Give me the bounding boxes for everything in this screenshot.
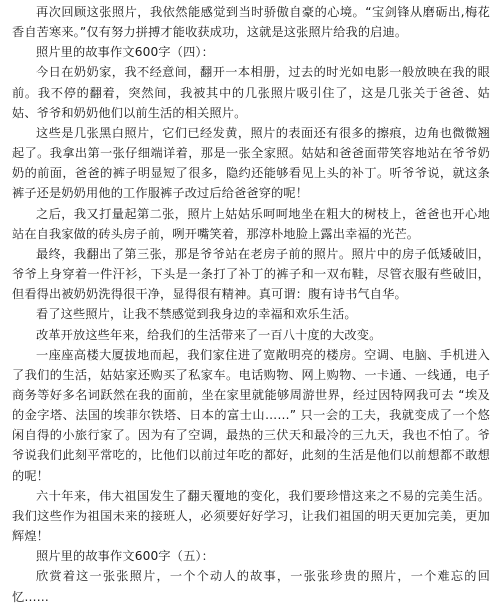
section-heading: 照片里的故事作文600字（四）： [36,45,214,60]
paragraph: 六十年来，伟大祖国发生了翻天覆地的变化，我们要珍惜这来之不易的完美生活。我们这些作为祖国未来的接班人，必须要好好学习，让我们祖国的明天更加完美，更加辉煌！ [12,488,490,544]
paragraph: 这些是几张黑白照片，它们已经发黄，照片的表面还有很多的擦痕，边角也微微翘起了。我拿出第一张仔细端详着，那是一张全家照。姑姑和爸爸面带笑容地站在爷爷奶奶的前面，爸爸的裤子明显短了很多，隐约还能够看见上头的补丁。听爷爷说，就这条裤子还是奶奶用他的工作服裤子改过后给爸爸穿的呢！ [12,125,490,201]
paragraph: 今日在奶奶家，我不经意间，翻开一本相册，过去的时光如电影一般放映在我的眼前。我不停的翻着，突然间，我被其中的几张照片吸引住了，这是几张关于爸爸、姑姑、爷爷和奶奶他们以前生活的相关照片。 [12,65,490,120]
paragraph: 欣赏着这一张张照片，一个个动人的故事，一张张珍贵的照片，一个难忘的回忆…… [12,569,490,604]
paragraph: 之后，我又打量起第二张，照片上姑姑乐呵呵地坐在粗大的树枝上，爸爸也开心地站在自我家做的砖头房子前，咧开嘴笑着，那淳朴地脸上露出幸福的光芒。 [12,206,490,241]
section-heading: 照片里的故事作文600字（五）： [36,549,214,564]
paragraph: 改革开放这些年来，给我们的生活带来了一百八十度的大改变。 [36,327,382,342]
paragraph: 看了这些照片，让我不禁感觉到我身边的幸福和欢乐生活。 [36,307,357,322]
paragraph: 最终，我翻出了第三张，那是爷爷站在老房子前的照片。照片中的房子低矮破旧，爷爷上身穿着一件汗衫，下头是一条打了补丁的裤子和一双布鞋，尽管衣服有些破旧，但看得出被奶奶洗得很干净，显得很有精神。真可谓：腹有诗书气自华。 [12,246,490,302]
paragraph: 一座座高楼大厦拔地而起，我们家住进了宽敞明亮的楼房。空调、电脑、手机进入了我们的生活，姑姑家还购买了私家车。电话购物、网上购物、一卡通、一线通，电子商务等好多名词跃然在我的面前，坐在家里就能够周游世界，经过因特网我可去 “埃及的金字塔、法国的埃菲尔铁塔、日本的富士山……” 只一会的工夫，我就变成了一个悠闲自得的小旅行家了。因为有了空调，最热的三伏天和最冷的三九天，我也不怕了。爷爷说我们此刻平常吃的，比他们以前过年吃的都好，此刻的生活是他们以前想都不敢想的呢！ [12,347,490,483]
paragraph: 再次回顾这张照片，我依然能感觉到当时骄傲自豪的心境。“宝剑锋从磨砺出,梅花香自苦寒来。”仅有努力拼搏才能收获成功，这就是这张照片给我的启迪。 [12,5,490,40]
